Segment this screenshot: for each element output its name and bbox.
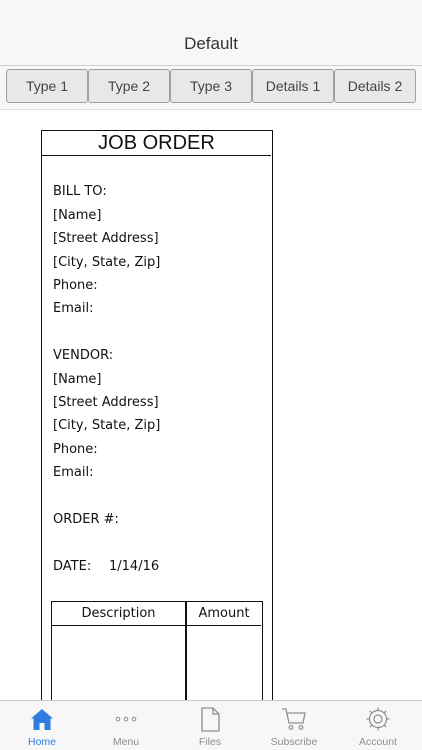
order-number-label: ORDER #: <box>53 512 119 527</box>
bill-to-email: Email: <box>53 301 94 316</box>
bill-to-name: [Name] <box>53 208 102 223</box>
line-items-table <box>51 601 263 700</box>
tab-home-label: Home <box>27 736 56 748</box>
bill-to-heading: BILL TO: <box>53 184 107 199</box>
tab-account[interactable] <box>336 701 420 750</box>
date-label: DATE: <box>53 559 92 574</box>
gear-icon <box>365 706 391 732</box>
segment-details-1[interactable]: Details 1 <box>252 69 334 103</box>
tab-account-label: Account <box>359 736 397 748</box>
bill-to-phone: Phone: <box>53 278 98 293</box>
template-selector <box>0 66 422 110</box>
vendor-email: Email: <box>53 465 94 480</box>
tab-files[interactable] <box>168 701 252 750</box>
bill-to-street: [Street Address] <box>53 231 159 246</box>
column-description: Description <box>81 606 156 621</box>
cart-icon <box>281 706 307 732</box>
column-amount: Amount <box>198 606 250 621</box>
bill-to-city: [City, State, Zip] <box>53 255 161 270</box>
vendor-heading: VENDOR: <box>53 348 114 363</box>
file-icon <box>197 706 223 732</box>
table-column-divider <box>185 602 187 700</box>
segment-type-3[interactable]: Type 3 <box>170 69 252 103</box>
vendor-city: [City, State, Zip] <box>53 418 161 433</box>
segment-type-1[interactable]: Type 1 <box>6 69 88 103</box>
segment-type-2[interactable]: Type 2 <box>88 69 170 103</box>
tab-bar <box>0 700 422 750</box>
job-order-document <box>41 130 273 700</box>
page-title: Default <box>184 34 238 53</box>
vendor-street: [Street Address] <box>53 395 159 410</box>
document-preview-area[interactable] <box>0 111 422 700</box>
tab-menu[interactable] <box>84 701 168 750</box>
more-icon <box>113 706 139 732</box>
table-header <box>52 602 261 626</box>
tab-subscribe[interactable] <box>252 701 336 750</box>
tab-subscribe-label: Subscribe <box>270 736 318 748</box>
tab-home[interactable] <box>0 701 84 750</box>
date-value: 1/14/16 <box>109 559 160 574</box>
navigation-bar <box>0 0 422 66</box>
vendor-name: [Name] <box>53 372 102 387</box>
home-icon <box>29 706 55 732</box>
tab-files-label: Files <box>198 736 222 748</box>
segment-details-2[interactable]: Details 2 <box>334 69 416 103</box>
vendor-phone: Phone: <box>53 442 98 457</box>
document-title: JOB ORDER <box>42 131 271 156</box>
tab-menu-label: Menu <box>112 736 140 748</box>
